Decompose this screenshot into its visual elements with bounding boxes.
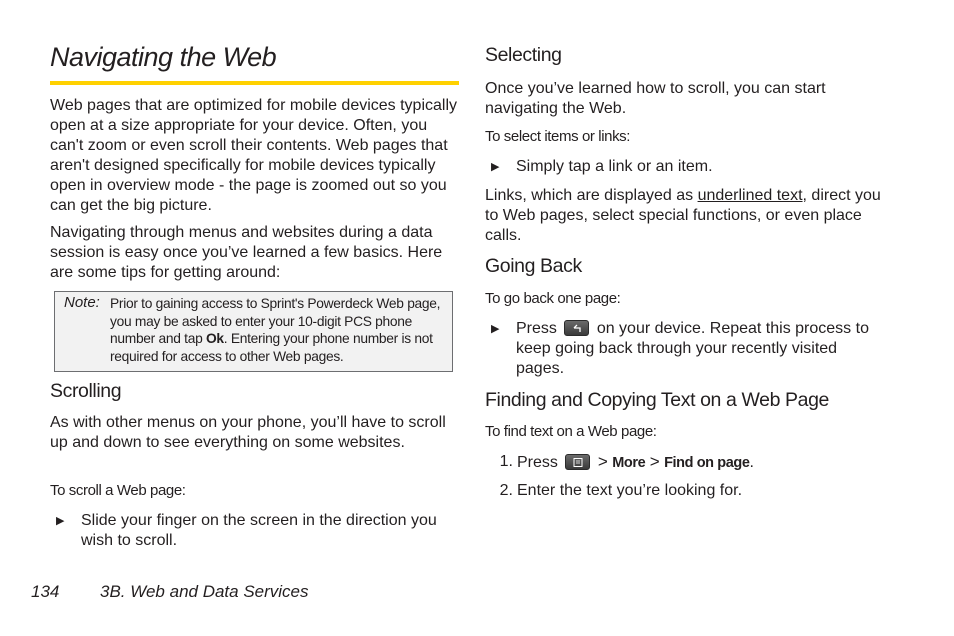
going-back-heading: Going Back: [485, 255, 582, 277]
step-1-text: [517, 452, 754, 473]
footer-section-title: 3B. Web and Data Services: [100, 582, 309, 601]
finding-lead: To find text on a Web page:: [485, 423, 657, 440]
scrolling-heading: Scrolling: [50, 380, 122, 402]
note-text-part: . Entering your phone number is not required for access to other Web pages.: [110, 331, 433, 364]
underlined-text-sample: underlined text: [697, 187, 803, 204]
title-rule: [50, 81, 459, 85]
scrolling-bullet: [50, 511, 460, 551]
going-back-lead: To go back one page:: [485, 290, 621, 307]
links-text-part: Links, which are displayed as: [485, 187, 698, 204]
press-word: Press: [517, 454, 558, 471]
step-number: 1.: [499, 453, 513, 470]
selecting-bullet-text: Simply tap a link or an item.: [516, 158, 713, 175]
separator: >: [649, 452, 660, 471]
menu-find-on-page: Find on page: [664, 455, 750, 471]
note-text-part: Prior to gaining access to Sprint's Powerdeck Web page, you may be asked to enter your 10-digit PCS phone number and tap: [110, 296, 441, 346]
going-back-bullet-text: [511, 319, 886, 379]
step-2-text: Enter the text you’re looking for.: [517, 482, 743, 499]
selecting-bullet: [485, 157, 890, 177]
selecting-lead: To select items or links:: [485, 128, 631, 145]
separator: >: [597, 452, 608, 471]
intro-paragraph-2: Navigating through menus and websites during a data session is easy once you’ve learned a few basics. Here are some tips for getting around:: [50, 224, 443, 281]
find-step-2: [485, 481, 890, 501]
note-box: [54, 291, 453, 372]
right-triangle-icon: ▶: [491, 323, 500, 335]
period: .: [749, 454, 754, 471]
note-label: Note:: [64, 294, 100, 311]
links-paragraph: [485, 186, 885, 246]
right-triangle-icon: ▶: [56, 515, 65, 527]
find-step-1: [485, 452, 890, 473]
back-key-icon: [564, 320, 589, 336]
scrolling-paragraph: As with other menus on your phone, you’ll have to scroll up and down to see everything on some websites.: [50, 414, 446, 451]
scrolling-bullet-text: Slide your finger on the screen in the direction you wish to scroll.: [81, 512, 437, 549]
going-back-after-text: on your device. Repeat this process to keep going back through your recently visited pages.: [516, 320, 869, 377]
step-number: 2.: [499, 482, 513, 499]
page-title: Navigating the Web: [50, 42, 277, 72]
note-ok-bold: Ok: [205, 331, 224, 346]
going-back-bullet: [485, 319, 890, 379]
menu-key-icon: [565, 454, 590, 470]
menu-more: More: [612, 455, 646, 471]
links-text-part: , direct you to Web pages, select special functions, or even place calls.: [485, 187, 881, 244]
right-triangle-icon: ▶: [491, 161, 500, 173]
finding-heading: Finding and Copying Text on a Web Page: [485, 389, 829, 411]
footer-page-number: 134: [31, 582, 60, 601]
press-word: Press: [516, 320, 557, 337]
intro-paragraph-1: Web pages that are optimized for mobile devices typically open at a size appropriate for your device. Often, you can't zoom or even scroll their contents. Web pages that aren't designed specifically for mobile devices typically open in overview mode - the page is zoomed out so you can get the big picture.: [50, 97, 458, 214]
selecting-heading: Selecting: [485, 44, 562, 66]
note-text: [110, 295, 448, 365]
selecting-paragraph: Once you’ve learned how to scroll, you can start navigating the Web.: [485, 80, 826, 117]
scrolling-lead: To scroll a Web page:: [50, 482, 186, 499]
